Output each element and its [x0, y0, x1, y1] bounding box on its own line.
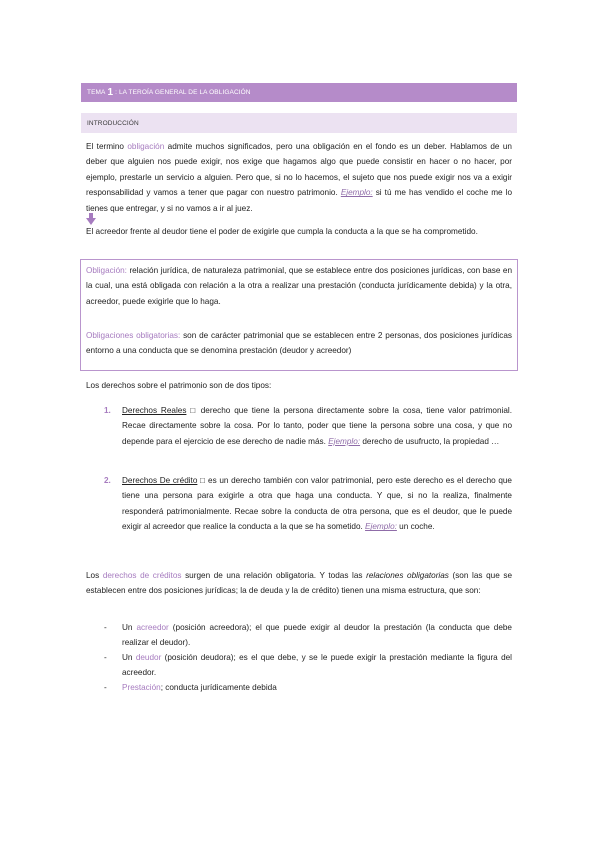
- bullet-dash: -: [104, 683, 107, 692]
- term-acreedor: acreedor: [136, 623, 169, 632]
- intro-text-c: si tú me has vendido el coche me lo tienes que entregar, y si no vamos a ir al juez.: [86, 188, 512, 213]
- bullet-prestacion: [122, 680, 512, 695]
- ejemplo-label: Ejemplo:: [365, 522, 397, 532]
- intro-text-a: El termino: [86, 142, 128, 151]
- obligacion-def-text: relación jurídica, de naturaleza patrimonial, que se establece entre dos posiciones jurídicas, con base en la cual, una está obligada con relación a la otra a realizar una prestación (conducta jurídicamente debida) y la otra, acreedor, puede exigirle que lo haga.: [86, 266, 512, 306]
- creditos-text-a: Los: [86, 571, 103, 580]
- bullet-acreedor-text: (posición acreedora); el que puede exigir al deudor la prestación (la conducta que debe realizar el deudor).: [122, 623, 512, 648]
- term-deudor: deudor: [135, 653, 162, 662]
- ejemplo-label: Ejemplo:: [328, 436, 361, 446]
- derechos-reales-text: derecho que tiene la persona directamente sobre la cosa, tiene valor patrimonial. Recae directamente sobre la cosa. Por lo tanto, poder que tiene la persona sobre una cosa, y que no depende para el ejercicio de ese derecho de nadie más.: [122, 406, 513, 446]
- derechos-credito-example: un coche.: [396, 522, 435, 532]
- term-obligatorias: Obligaciones obligatorias:: [86, 331, 181, 340]
- list-number-1: 1.: [104, 406, 111, 415]
- term-derechos-creditos: derechos de créditos: [102, 571, 182, 580]
- tema-number: 1: [107, 87, 114, 98]
- definicion-obligatorias: [86, 328, 512, 359]
- term-prestacion: Prestación: [122, 683, 161, 692]
- intro-text-b: admite muchos significados, pero una obligación en el fondo es un deber. Hablamos de un deber que alguien nos puede exigir, nos exige que hagamos algo que puede consistir en hacer o no hacer, por ejemplo, prestarle un servicio a alguien. Pero que, si no lo hacemos, el sujeto que nos puede exigir nos va a exigir responsabilidad y vamos a tener que pagar con nuestro patrimonio.: [86, 142, 512, 198]
- bullet-prefix: Un: [122, 653, 136, 662]
- ejemplo-label: Ejemplo:: [340, 188, 373, 198]
- arrow-glyph: □: [186, 406, 201, 415]
- bullet-prestacion-text: ; conducta jurídicamente debida: [160, 683, 277, 692]
- bullet-deudor: [122, 650, 512, 681]
- bullet-deudor-text: (posición deudora); es el que debe, y se le puede exigir la prestación mediante la figura del acreedor.: [122, 653, 512, 678]
- intro-paragraph: [86, 139, 512, 216]
- section-header-band: [81, 113, 517, 133]
- tema-header-band: [81, 83, 517, 102]
- creditos-text-b: surgen de una relación obligatoria. Y todas las: [181, 571, 367, 580]
- bullet-dash: -: [104, 623, 107, 632]
- list-item-derechos-credito: [122, 473, 512, 535]
- derechos-reales-title: Derechos Reales: [122, 406, 187, 415]
- tema-title: : LA TEROÍA GENERAL DE LA OBLIGACIÓN: [115, 89, 251, 96]
- list-number-2: 2.: [104, 476, 111, 485]
- derechos-credito-text: es un derecho también con valor patrimonial, pero este derecho es el derecho que tiene una persona para exigirle a otra que haga una conducta. Y que, si no la realiza, finalmente responderá patrimonialmente. Recae sobre la conducta de otra persona, que es el deudor, que le puede exigir al acreedor que realice la conducta a la que se ha sometido.: [122, 476, 512, 532]
- list-item-derechos-reales: [122, 403, 512, 449]
- derechos-credito-title: Derechos De crédito: [122, 476, 198, 485]
- definicion-obligacion: [86, 263, 512, 309]
- bullet-prefix: Un: [122, 623, 137, 632]
- bullet-dash: -: [104, 653, 107, 662]
- derechos-intro: Los derechos sobre el patrimonio son de dos tipos:: [86, 381, 272, 390]
- term-obligacion: obligación: [127, 142, 165, 151]
- acreedor-paragraph: El acreedor frente al deudor tiene el poder de exigirle que cumpla la conducta a la que se ha comprometido.: [86, 227, 478, 236]
- arrow-glyph: □: [197, 476, 209, 485]
- creditos-paragraph: [86, 568, 512, 599]
- creditos-text-c: (son las que se establecen entre dos posiciones jurídicas; la de deuda y la de crédito) tienen una misma estructura, que son:: [86, 571, 512, 596]
- section-title: INTRODUCCIÓN: [87, 119, 139, 127]
- tema-prefix: TEMA: [87, 89, 106, 96]
- bullet-acreedor: [122, 620, 512, 651]
- term-obligacion-def: Obligación:: [86, 266, 127, 275]
- obligatorias-def-text: son de carácter patrimonial que se establecen entre 2 personas, dos posiciones jurídicas entorno a una conducta que se denomina prestación (deudor y acreedor): [86, 331, 512, 356]
- relaciones-obligatorias-italic: relaciones obligatorias: [366, 571, 449, 580]
- derechos-reales-example: derecho de usufructo, la propiedad …: [360, 436, 500, 446]
